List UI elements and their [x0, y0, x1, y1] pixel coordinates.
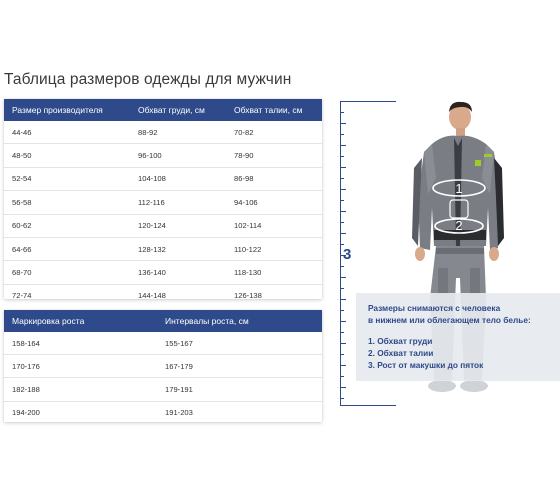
table-cell: 86-98 [234, 174, 254, 184]
height-size-table [4, 310, 322, 422]
table-header [4, 310, 322, 332]
table-cell: 170-176 [12, 361, 40, 371]
table-row [4, 355, 322, 378]
table-cell: 104-108 [138, 174, 166, 184]
table-cell: 158-164 [12, 338, 40, 348]
table-cell: 88-92 [138, 127, 158, 137]
table-row [4, 285, 322, 307]
table-cell: 128-132 [138, 244, 166, 254]
note-item-3: 3. Рост от макушки до пяток [368, 360, 484, 370]
marker-chest: 1 [455, 181, 463, 196]
header-chest: Обхват груди, см [138, 105, 205, 115]
chest-waist-size-table [4, 99, 322, 299]
table-row [4, 168, 322, 191]
table-cell: 120-124 [138, 221, 166, 231]
table-row [4, 332, 322, 355]
table-row [4, 238, 322, 261]
page-title: Таблица размеров одежды для мужчин [4, 71, 292, 88]
header-height-marking: Маркировка роста [12, 316, 85, 326]
table-row [4, 402, 322, 424]
header-waist: Обхват талии, см [234, 105, 303, 115]
table-cell: 167-179 [165, 361, 193, 371]
table-row [4, 215, 322, 238]
table-cell: 52-54 [12, 174, 32, 184]
table-cell: 48-50 [12, 151, 32, 161]
table-cell: 44-46 [12, 127, 32, 137]
table-cell: 182-188 [12, 384, 40, 394]
table-cell: 60-62 [12, 221, 32, 231]
ruler-label: 3 [343, 246, 352, 263]
table-cell: 70-82 [234, 127, 254, 137]
table-cell: 194-200 [12, 408, 40, 418]
table-cell: 56-58 [12, 197, 32, 207]
table-cell: 96-100 [138, 151, 162, 161]
table-cell: 144-148 [138, 291, 166, 301]
table-row [4, 144, 322, 167]
table-cell: 94-106 [234, 197, 258, 207]
header-manufacturer-size: Размер производителя [12, 105, 103, 115]
table-row [4, 378, 322, 401]
note-item-2: 2. Обхват талии [368, 348, 434, 358]
table-cell: 179-191 [165, 384, 193, 394]
note-line-1: Размеры снимаются с человека [368, 303, 501, 313]
table-cell: 155-167 [165, 338, 193, 348]
table-cell: 112-116 [138, 197, 165, 207]
table-cell: 68-70 [12, 268, 32, 278]
marker-waist: 2 [455, 218, 463, 233]
table-cell: 64-66 [12, 244, 32, 254]
table-header [4, 99, 322, 121]
table-row [4, 261, 322, 284]
table-cell: 118-130 [234, 268, 262, 278]
header-height-interval: Интервалы роста, см [165, 316, 249, 326]
measurement-note [356, 293, 560, 381]
table-cell: 72-74 [12, 291, 32, 301]
note-item-1: 1. Обхват груди [368, 336, 433, 346]
note-line-2: в нижнем или облегающем тело белье: [368, 315, 531, 325]
table-cell: 102-114 [234, 221, 262, 231]
table-cell: 191-203 [165, 408, 193, 418]
table-cell: 110-122 [234, 244, 262, 254]
table-cell: 136-140 [138, 268, 166, 278]
table-row [4, 121, 322, 144]
table-cell: 78-90 [234, 151, 254, 161]
table-row [4, 191, 322, 214]
table-cell: 126-138 [234, 291, 262, 301]
